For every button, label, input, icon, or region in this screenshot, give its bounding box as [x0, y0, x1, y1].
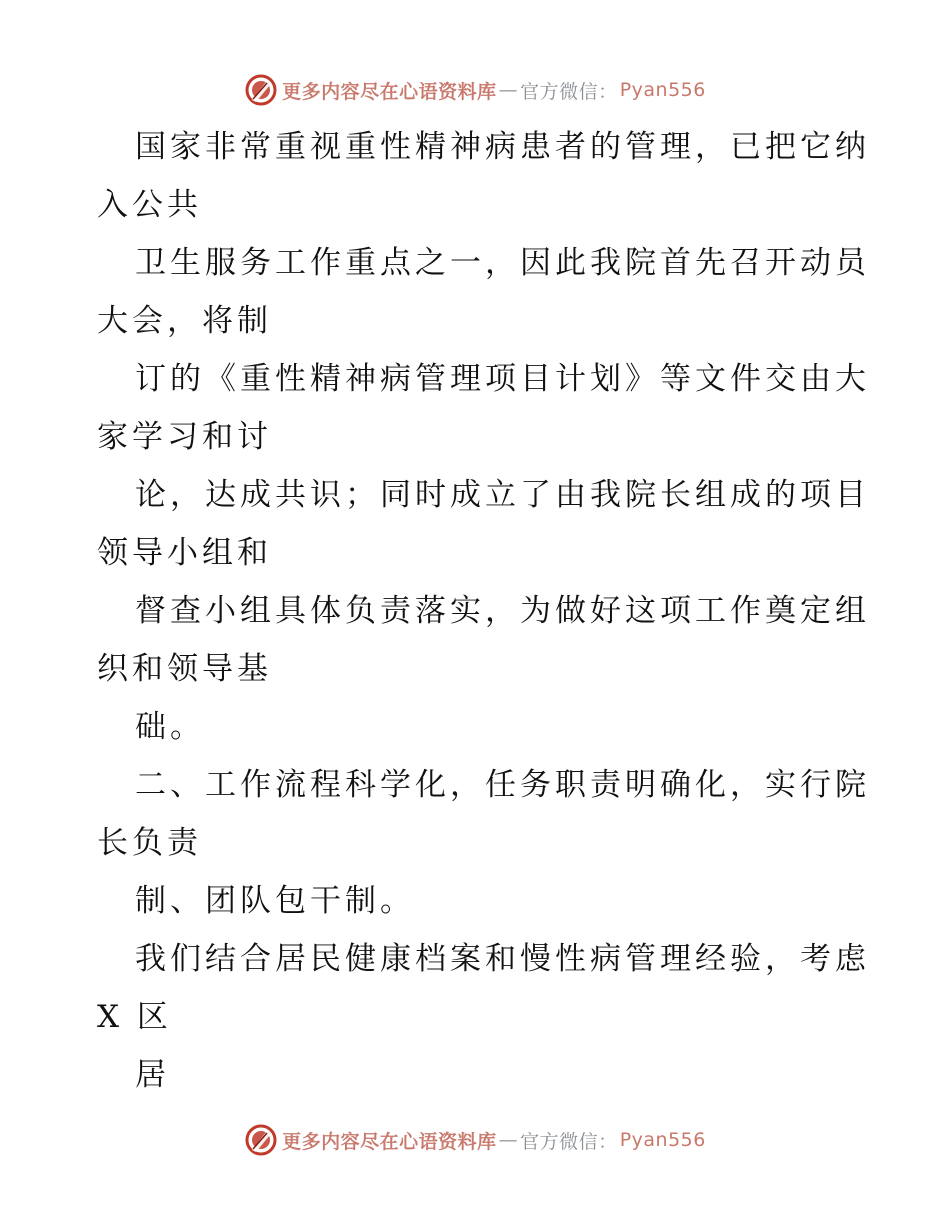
text-line: 织和领导基	[97, 651, 272, 687]
banner-wechat-id: Pyan556	[619, 1129, 706, 1151]
text-line: 居	[135, 1057, 170, 1093]
quill-seal-icon	[244, 1123, 278, 1157]
text-line: 二、工作流程科学化，任务职责明确化，实行院	[135, 767, 870, 803]
banner-dash: —	[498, 79, 519, 101]
text-line: X 区	[97, 999, 172, 1035]
quill-seal-icon	[244, 73, 278, 107]
text-line: 国家非常重视重性精神病患者的管理，已把它纳	[135, 129, 870, 165]
text-line: 督查小组具体负责落实，为做好这项工作奠定组	[135, 593, 870, 629]
banner-main-text: 更多内容尽在心语资料库	[282, 80, 497, 103]
banner-wechat-id: Pyan556	[619, 79, 706, 101]
banner-text	[282, 1127, 706, 1154]
text-line: 长负责	[97, 825, 202, 861]
text-line: 家学习和讨	[97, 419, 272, 455]
text-line: 论，达成共识；同时成立了由我院长组成的项目	[135, 477, 870, 513]
banner-wechat-label: 官方微信：	[520, 80, 618, 103]
text-line: 订的《重性精神病管理项目计划》等文件交由大	[135, 361, 870, 397]
text-line: 础。	[135, 709, 205, 745]
text-line: 我们结合居民健康档案和慢性病管理经验，考虑	[135, 941, 870, 977]
document-body	[97, 118, 870, 1104]
text-line: 领导小组和	[97, 535, 272, 571]
banner-text	[282, 77, 706, 104]
text-line: 卫生服务工作重点之一，因此我院首先召开动员	[135, 245, 870, 281]
banner-dash: —	[498, 1129, 519, 1151]
footer-banner	[0, 1120, 950, 1160]
header-banner	[0, 70, 950, 110]
text-line: 大会，将制	[97, 303, 272, 339]
banner-wechat-label: 官方微信：	[520, 1130, 618, 1153]
banner-main-text: 更多内容尽在心语资料库	[282, 1130, 497, 1153]
text-line: 入公共	[97, 187, 202, 223]
text-line: 制、团队包干制。	[135, 883, 415, 919]
